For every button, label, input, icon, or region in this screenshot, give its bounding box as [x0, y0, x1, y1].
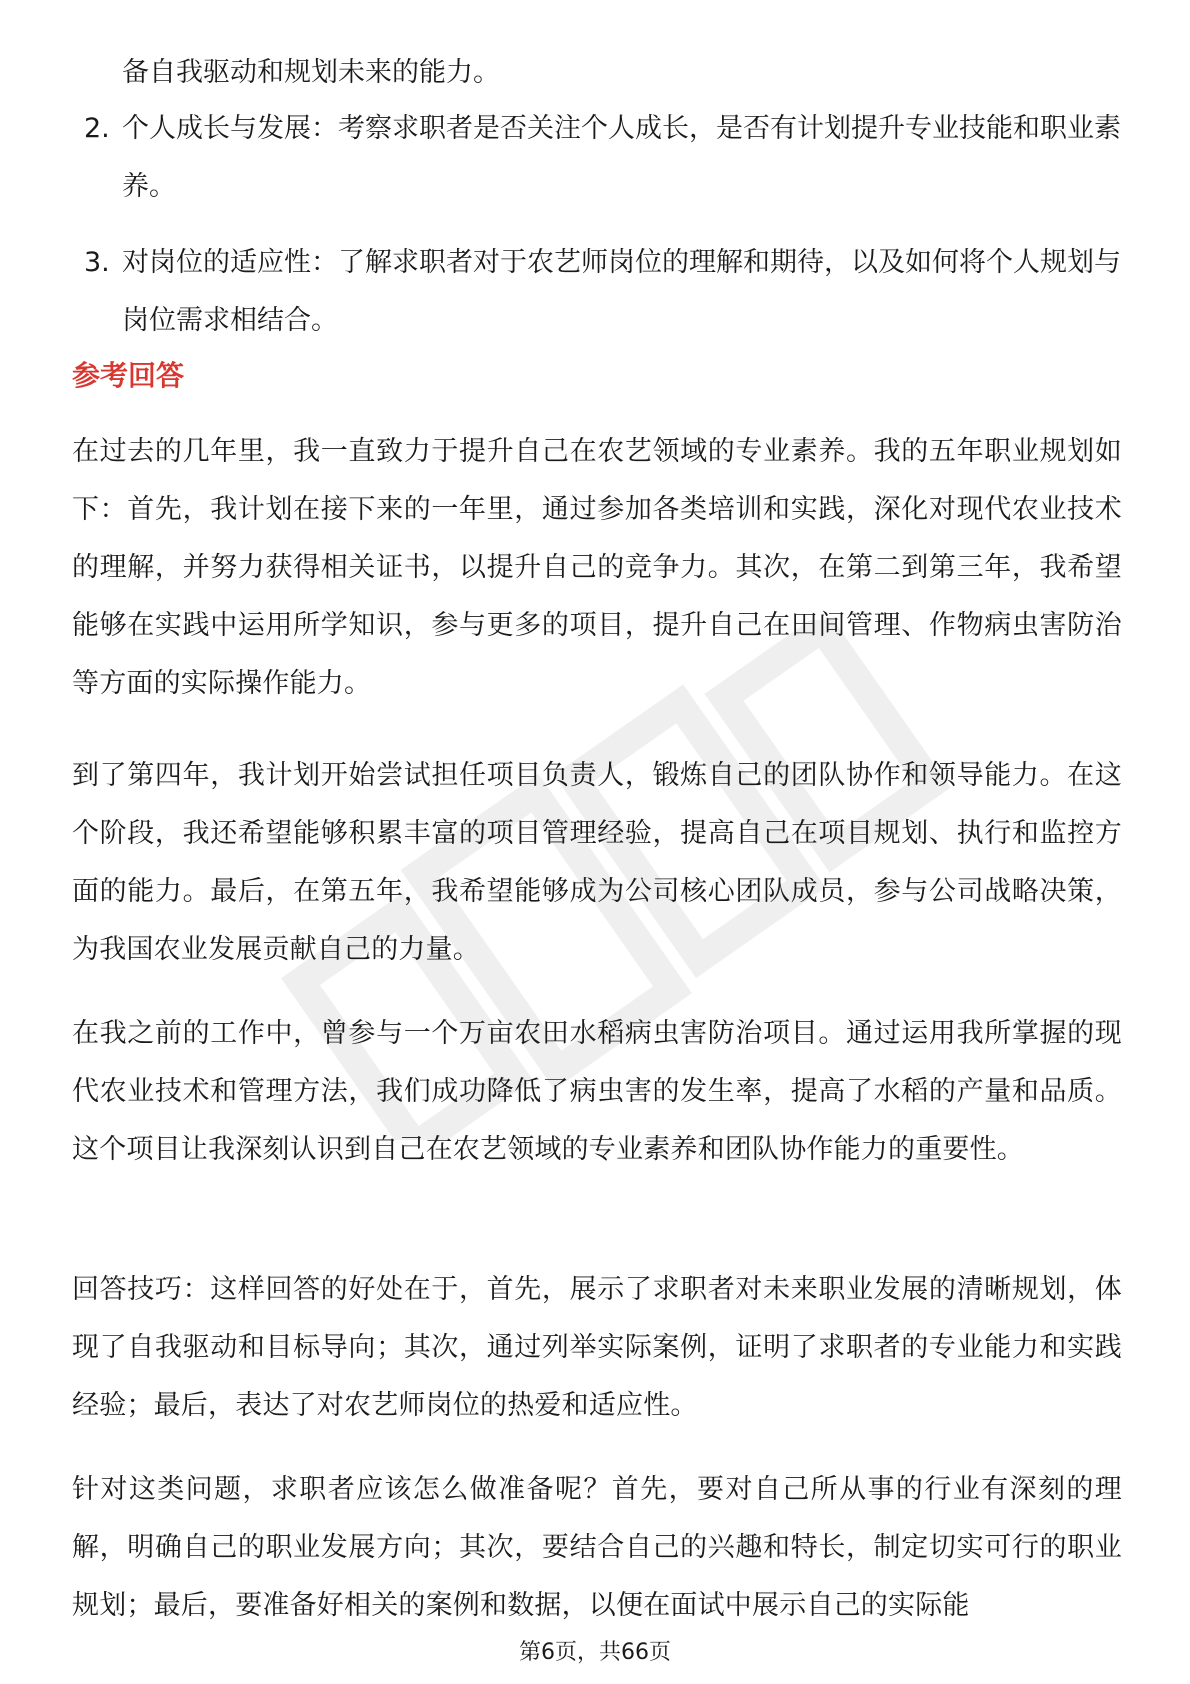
section-heading: 参考回答: [72, 359, 185, 392]
answer-paragraph: 在我之前的工作中，曾参与一个万亩农田水稻病虫害防治项目。通过运用我所掌握的现代农业技术和管理方法，我们成功降低了病虫害的发生率，提高了水稻的产量和品质。这个项目让我深刻认识到自己在农艺领域的专业素养和团队协作能力的重要性。: [72, 1018, 1122, 1165]
tips-paragraph: 回答技巧：这样回答的好处在于，首先，展示了求职者对未来职业发展的清晰规划，体现了自我驱动和目标导向；其次，通过列举实际案例，证明了求职者的专业能力和实践经验；最后，表达了对农艺师岗位的热爱和适应性。: [72, 1274, 1122, 1421]
list-item-number: 2.: [84, 113, 110, 144]
list-item-number: 3.: [84, 247, 110, 278]
page-number: 第6页，共66页: [519, 1640, 671, 1665]
answer-paragraph: 到了第四年，我计划开始尝试担任项目负责人，锻炼自己的团队协作和领导能力。在这个阶段，我还希望能够积累丰富的项目管理经验，提高自己在项目规划、执行和监控方面的能力。最后，在第五年，我希望能够成为公司核心团队成员，参与公司战略决策，为我国农业发展贡献自己的力量。: [72, 760, 1122, 965]
evaluation-points-list: [72, 100, 1121, 368]
preparation-paragraph: 针对这类问题，求职者应该怎么做准备呢？首先，要对自己所从事的行业有深刻的理解，明确自己的职业发展方向；其次，要结合自己的兴趣和特长，制定切实可行的职业规划；最后，要准备好相关的案例和数据，以便在面试中展示自己的实际能: [72, 1474, 1122, 1621]
list-item-text: 个人成长与发展：考察求职者是否关注个人成长，是否有计划提升专业技能和职业素养。: [122, 113, 1121, 202]
list-item: [72, 234, 1122, 350]
answer-paragraph: 在过去的几年里，我一直致力于提升自己在农艺领域的专业素养。我的五年职业规划如下：首先，我计划在接下来的一年里，通过参加各类培训和实践，深化对现代农业技术的理解，并努力获得相关证书，以提升自己的竞争力。其次，在第二到第三年，我希望能够在实践中运用所学知识，参与更多的项目，提升自己在田间管理、作物病虫害防治等方面的实际操作能力。: [72, 436, 1122, 699]
list-item: [72, 100, 1122, 216]
list-item-continuation: 备自我驱动和规划未来的能力。: [122, 57, 500, 88]
list-item-text: 对岗位的适应性：了解求职者对于农艺师岗位的理解和期待，以及如何将个人规划与岗位需求相结合。: [122, 247, 1121, 336]
